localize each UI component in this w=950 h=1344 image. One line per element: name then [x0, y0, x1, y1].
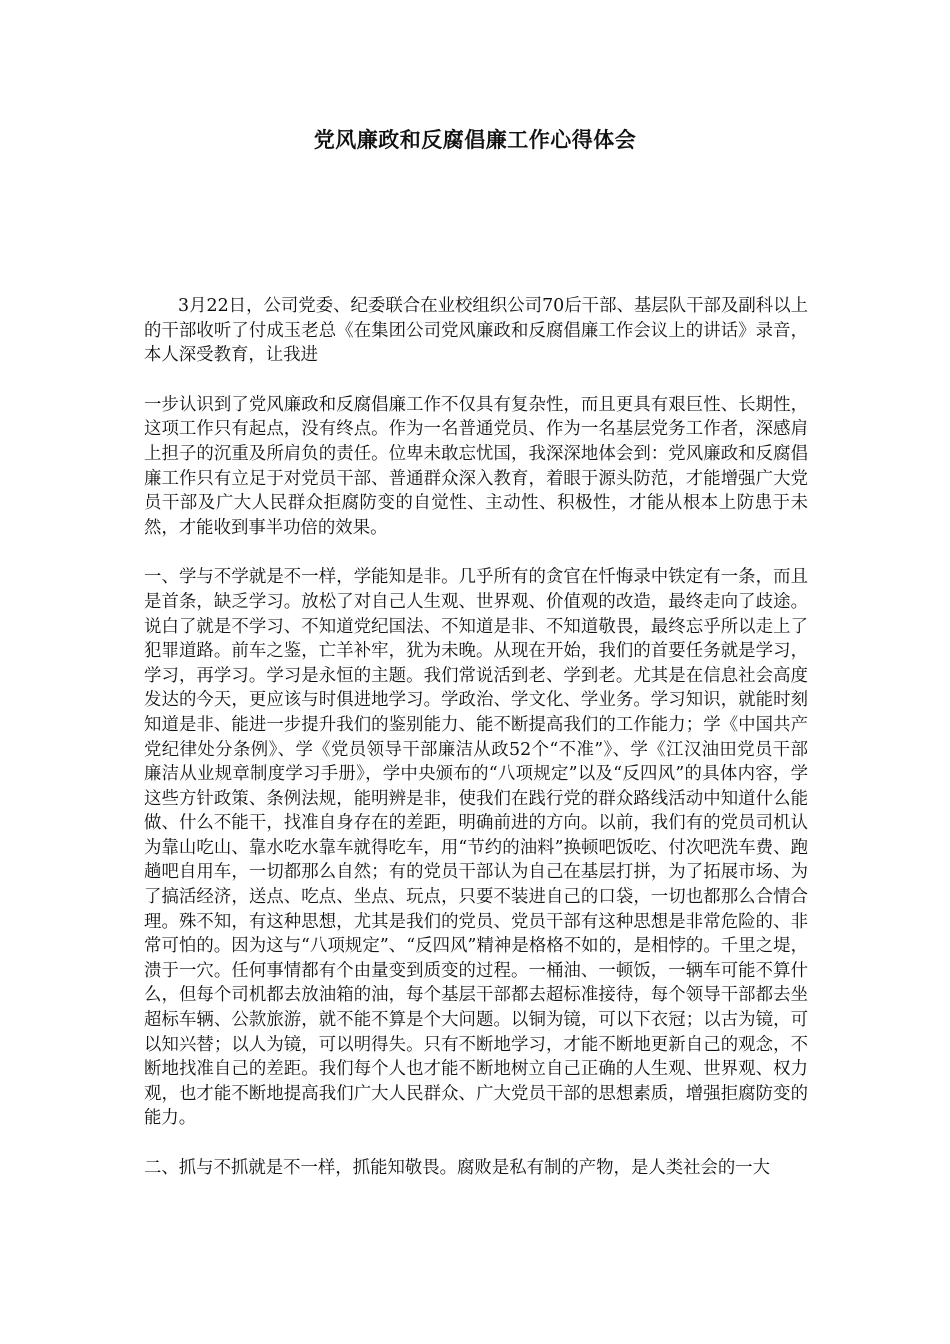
paragraph-gap	[144, 368, 808, 393]
paragraph-gap	[144, 1131, 808, 1156]
document-body	[144, 294, 808, 1181]
document-title: 党风廉政和反腐倡廉工作心得体会	[313, 127, 637, 152]
paragraph-intro: 3月22日，公司党委、纪委联合在业校组织公司70后干部、基层队干部及副科以上的干部收听了付成玉老总《在集团公司党风廉政和反腐倡廉工作会议上的讲话》录音，本人深受教育，让我进	[144, 296, 808, 366]
paragraph-gap	[144, 540, 808, 565]
paragraph-section-two: 二、抓与不抓就是不一样，抓能知敬畏。腐败是私有制的产物，是人类社会的一大	[144, 1158, 771, 1178]
paragraph-understanding: 一步认识到了党风廉政和反腐倡廉工作不仅具有复杂性，而且更具有艰巨性、长期性，这项工作只有起点，没有终点。作为一名普通党员、作为一名基层党务工作者，深感肩上担子的沉重及所肩负的责任。位卑未敢忘忧国，我深深地体会到：党风廉政和反腐倡廉工作只有立足于对党员干部、普通群众深入教育，着眼于源头防范，才能增强广大党员干部及广大人民群众拒腐防变的自觉性、主动性、积极性，才能从根本上防患于未然，才能收到事半功倍的效果。	[144, 394, 808, 538]
paragraph-section-one: 一、学与不学就是不一样，学能知是非。几乎所有的贪官在忏悔录中铁定有一条，而且是首条，缺乏学习。放松了对自己人生观、世界观、价值观的改造，最终走向了歧途。说白了就是不学习、不知道党纪国法、不知道是非、不知道敬畏，最终忘乎所以走上了犯罪道路。前车之鉴，亡羊补牢，犹为未晚。从现在开始，我们的首要任务就是学习，学习，再学习。学习是永恒的主题。我们常说活到老、学到老。尤其是在信息社会高度发达的今天，更应该与时俱进地学习。学政治、学文化、学业务。学习知识，就能时刻知道是非、能进一步提升我们的鉴别能力、能不断提高我们的工作能力；学《中国共产党纪律处分条例》、学《党员领导干部廉洁从政52个“不准”》、学《江汉油田党员干部廉洁从业规章制度学习手册》，学中央颁布的“八项规定”以及“反四风”的具体内容，学这些方针政策、条例法规，能明辨是非，使我们在践行党的群众路线活动中知道什么能做、什么不能干，找准自身存在的差距，明确前进的方向。以前，我们有的党员司机认为靠山吃山、靠水吃水靠车就得吃车，用“节约的油料”换顿吧饭吃、付次吧洗车费、跑趟吧自用车，一切都那么自然；有的党员干部认为自己在基层打拼，为了拓展市场、为了搞活经济，送点、吃点、坐点、玩点，只要不装进自己的口袋，一切也都那么合情合理。殊不知，有这种思想，尤其是我们的党员、党员干部有这种思想是非常危险的、非常可怕的。因为这与“八项规定”、“反四风”精神是格格不如的，是相悖的。千里之堤，溃于一穴。任何事情都有个由量变到质变的过程。一桶油、一顿饭，一辆车可能不算什么，但每个司机都去放油箱的油，每个基层干部都去超标准接待，每个领导干部都去坐超标车辆、公款旅游，就不能不算是个大问题。以铜为镜，可以下衣冠；以古为镜，可以知兴替；以人为镜，可以明得失。只有不断地学习，才能不断地更新自己的观念，不断地找准自己的差距。我们每个人也才能不断地树立自己正确的人生观、世界观、权力观，也才能不断地提高我们广大人民群众、广大党员干部的思想素质，增强拒腐防变的能力。	[144, 567, 808, 1129]
